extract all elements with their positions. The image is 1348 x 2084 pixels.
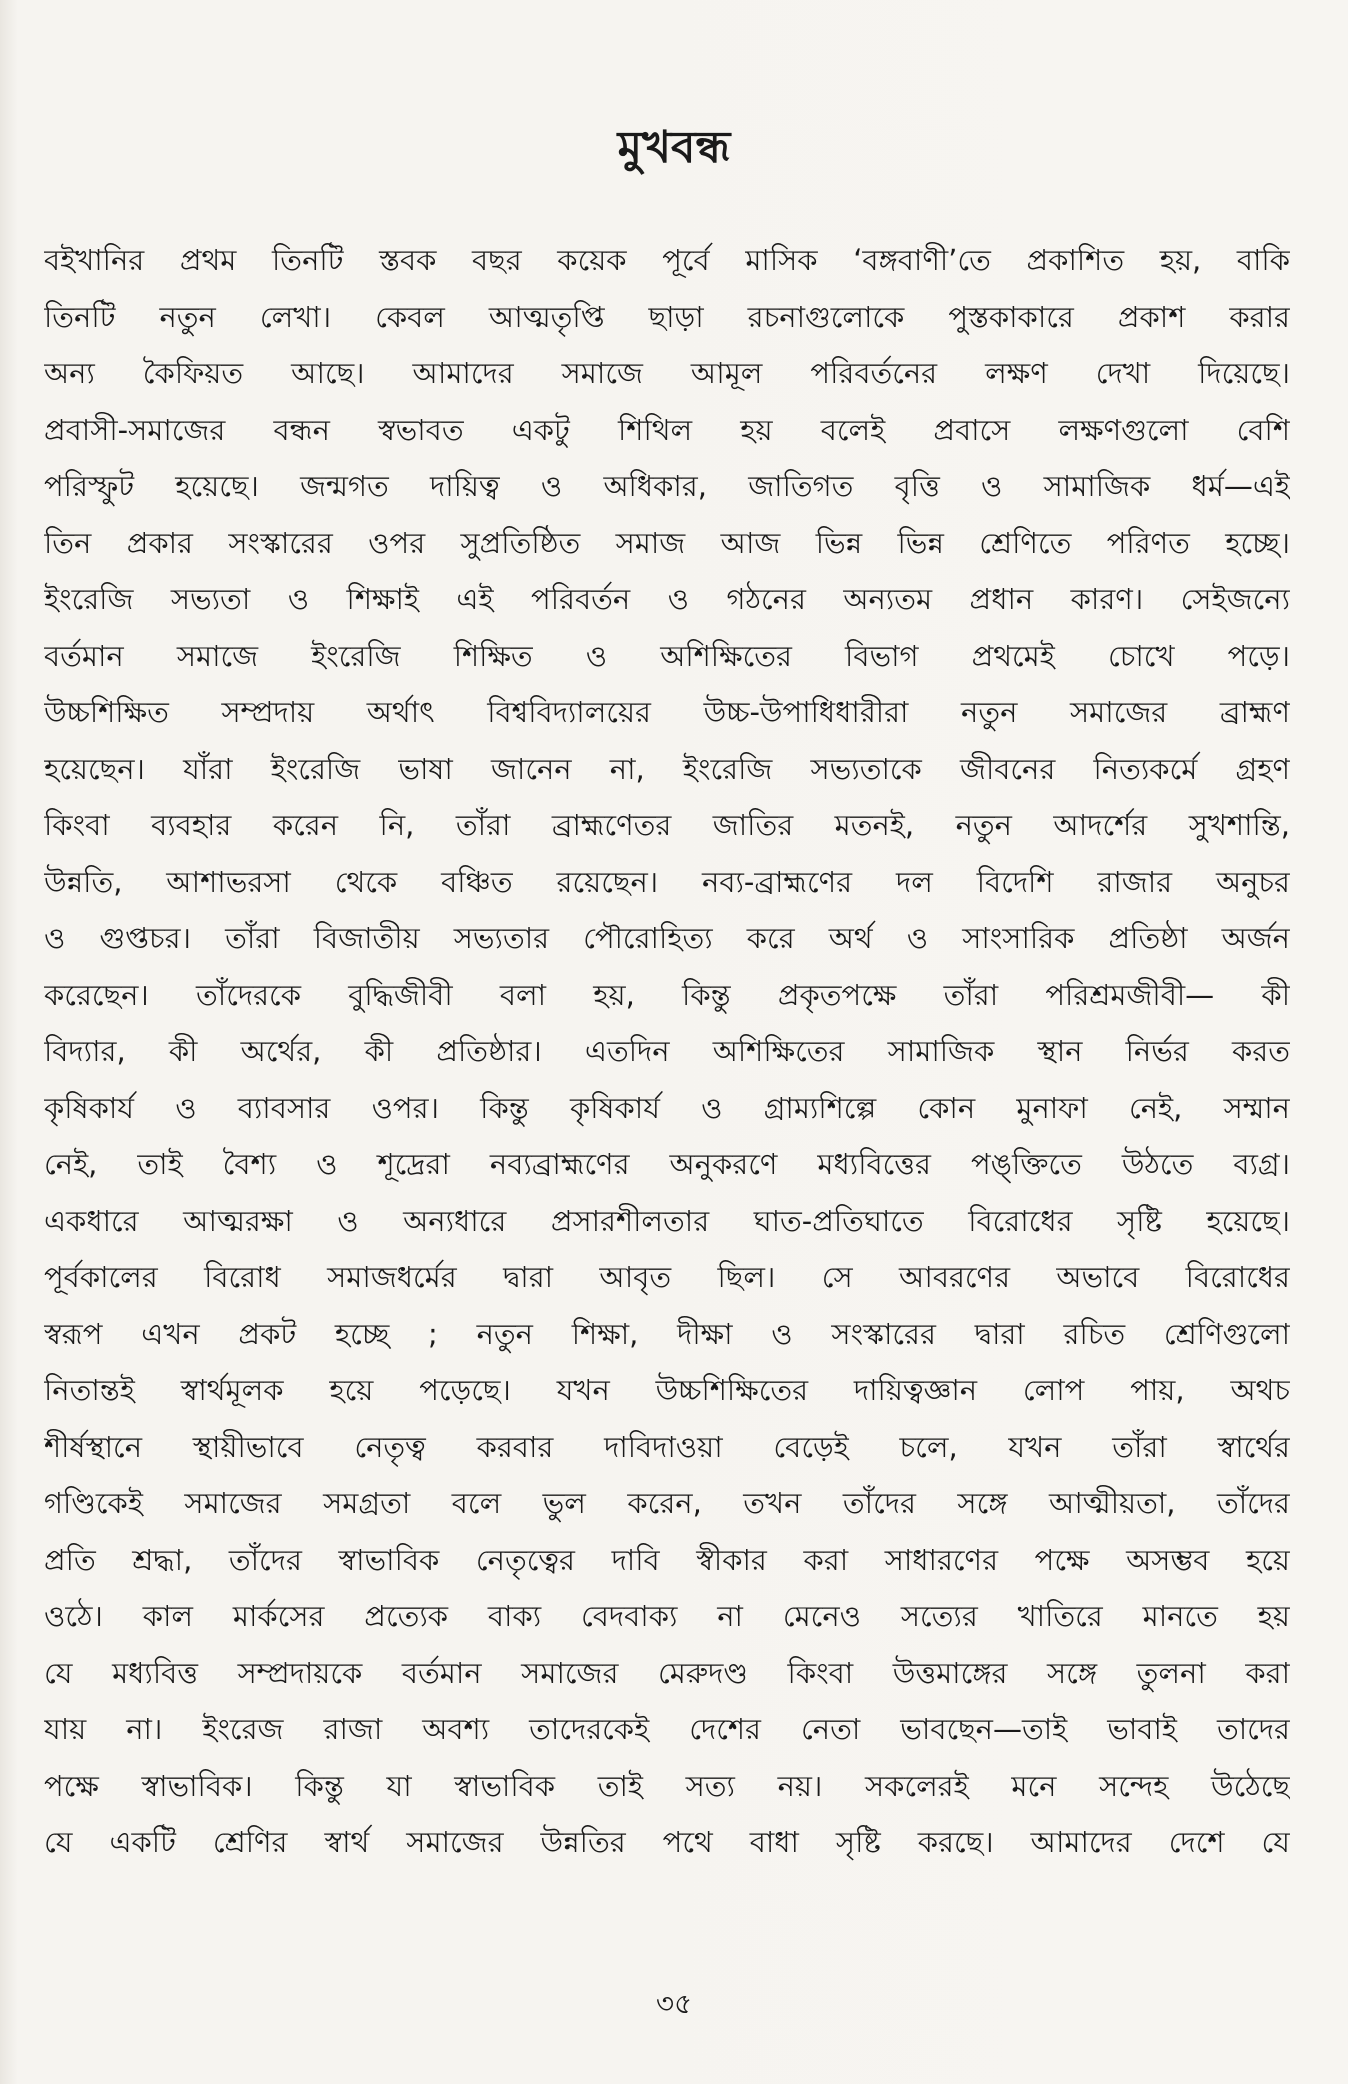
page-heading: মুখবন্ধ (617, 122, 731, 173)
text-line: নেই, তাই বৈশ্য ও শূদ্রেরা নব্যব্রাহ্মণের অনুকরণে মধ্যবিত্তের পঙ্‌ক্তিতে উঠতে ব্যগ্র। (44, 1147, 1290, 1181)
text-line: ও গুপ্তচর। তাঁরা বিজাতীয় সভ্যতার পৌরোহিত্য করে অর্থ ও সাংসারিক প্রতিষ্ঠা অর্জন (44, 921, 1290, 955)
text-line: বিদ্যার, কী অর্থের, কী প্রতিষ্ঠার। এতদিন অশিক্ষিতের সামাজিক স্থান নির্ভর করত (44, 1034, 1290, 1068)
page-number: ৩৫ (655, 1987, 693, 2020)
text-line: কৃষিকার্য ও ব্যাবসার ওপর। কিন্তু কৃষিকার্য ও গ্রাম্যশিল্পে কোন মুনাফা নেই, সম্মান (44, 1090, 1290, 1125)
text-line: তিন প্রকার সংস্কারের ওপর সুপ্রতিষ্ঠিত সমাজ আজ ভিন্ন ভিন্ন শ্রেণিতে পরিণত হচ্ছে। (44, 525, 1290, 560)
text-line: গণ্ডিকেই সমাজের সমগ্রতা বলে ভুল করেন, তখন তাঁদের সঙ্গে আত্মীয়তা, তাঁদের (44, 1486, 1290, 1520)
text-line: যে মধ্যবিত্ত সম্প্রদায়কে বর্তমান সমাজের মেরুদণ্ড কিংবা উত্তমাঙ্গের সঙ্গে তুলনা করা (44, 1655, 1290, 1690)
text-line: পক্ষে স্বাভাবিক। কিন্তু যা স্বাভাবিক তাই সত্য নয়। সকলেরই মনে সন্দেহ উঠেছে (44, 1768, 1290, 1803)
text-line: পরিস্ফুট হয়েছে। জন্মগত দায়িত্ব ও অধিকার, জাতিগত বৃত্তি ও সামাজিক ধর্ম—এই (44, 469, 1290, 503)
text-line: প্রতি শ্রদ্ধা, তাঁদের স্বাভাবিক নেতৃত্বের দাবি স্বীকার করা সাধারণের পক্ষে অসম্ভব হয়ে (44, 1542, 1290, 1577)
text-line: ওঠে। কাল মার্কসের প্রত্যেক বাক্য বেদবাক্য না মেনেও সত্যের খাতিরে মানতে হয় (44, 1599, 1290, 1633)
text-line: প্রবাসী-সমাজের বন্ধন স্বভাবত একটু শিথিল হয় বলেই প্রবাসে লক্ষণগুলো বেশি (44, 412, 1290, 447)
text-line: উন্নতি, আশাভরসা থেকে বঞ্চিত রয়েছেন। নব্য-ব্রাহ্মণের দল বিদেশি রাজার অনুচর (44, 864, 1290, 899)
text-line: পূর্বকালের বিরোধ সমাজধর্মের দ্বারা আবৃত ছিল। সে আবরণের অভাবে বিরোধের (44, 1260, 1290, 1294)
text-line: কিংবা ব্যবহার করেন নি, তাঁরা ব্রাহ্মণেতর জাতির মতনই, নতুন আদর্শের সুখশান্তি, (44, 808, 1290, 842)
text-line: বর্তমান সমাজে ইংরেজি শিক্ষিত ও অশিক্ষিতের বিভাগ প্রথমেই চোখে পড়ে। (44, 638, 1290, 673)
text-line: অন্য কৈফিয়ত আছে। আমাদের সমাজে আমূল পরিবর্তনের লক্ষণ দেখা দিয়েছে। (44, 356, 1290, 390)
text-line: ইংরেজি সভ্যতা ও শিক্ষাই এই পরিবর্তন ও গঠনের অন্যতম প্রধান কারণ। সেইজন্যে (44, 582, 1290, 616)
text-line: তিনটি নতুন লেখা। কেবল আত্মতৃপ্তি ছাড়া রচনাগুলোকে পুস্তকাকারে প্রকাশ করার (44, 299, 1290, 334)
text-line: হয়েছেন। যাঁরা ইংরেজি ভাষা জানেন না, ইংরেজি সভ্যতাকে জীবনের নিত্যকর্মে গ্রহণ (44, 751, 1290, 786)
text-line: উচ্চশিক্ষিত সম্প্রদায় অর্থাৎ বিশ্ববিদ্যালয়ের উচ্চ-উপাধিধারীরা নতুন সমাজের ব্রাহ্মণ (44, 695, 1290, 729)
text-line: যায় না। ইংরেজ রাজা অবশ্য তাদেরকেই দেশের নেতা ভাবছেন—তাই ভাবাই তাদের (44, 1712, 1290, 1746)
text-line: একধারে আত্মরক্ষা ও অন্যধারে প্রসারশীলতার ঘাত-প্রতিঘাতে বিরোধের সৃষ্টি হয়েছে। (44, 1203, 1290, 1238)
text-line: শীর্ষস্থানে স্থায়ীভাবে নেতৃত্ব করবার দাবিদাওয়া বেড়েই চলে, যখন তাঁরা স্বার্থের (44, 1429, 1290, 1464)
text-line: করেছেন। তাঁদেরকে বুদ্ধিজীবী বলা হয়, কিন্তু প্রকৃতপক্ষে তাঁরা পরিশ্রমজীবী— কী (44, 977, 1290, 1012)
body-text (44, 232, 1290, 1871)
text-line: যে একটি শ্রেণির স্বার্থ সমাজের উন্নতির পথে বাধা সৃষ্টি করছে। আমাদের দেশে যে (44, 1825, 1290, 1859)
text-line: নিতান্তই স্বার্থমূলক হয়ে পড়েছে। যখন উচ্চশিক্ষিতের দায়িত্বজ্ঞান লোপ পায়, অথচ (44, 1373, 1290, 1407)
text-line: বইখানির প্রথম তিনটি স্তবক বছর কয়েক পূর্বে মাসিক ‘বঙ্গবাণী’তে প্রকাশিত হয়, বাকি (44, 243, 1290, 277)
text-line: স্বরূপ এখন প্রকট হচ্ছে ; নতুন শিক্ষা, দীক্ষা ও সংস্কারের দ্বারা রচিত শ্রেণিগুলো (44, 1316, 1290, 1351)
